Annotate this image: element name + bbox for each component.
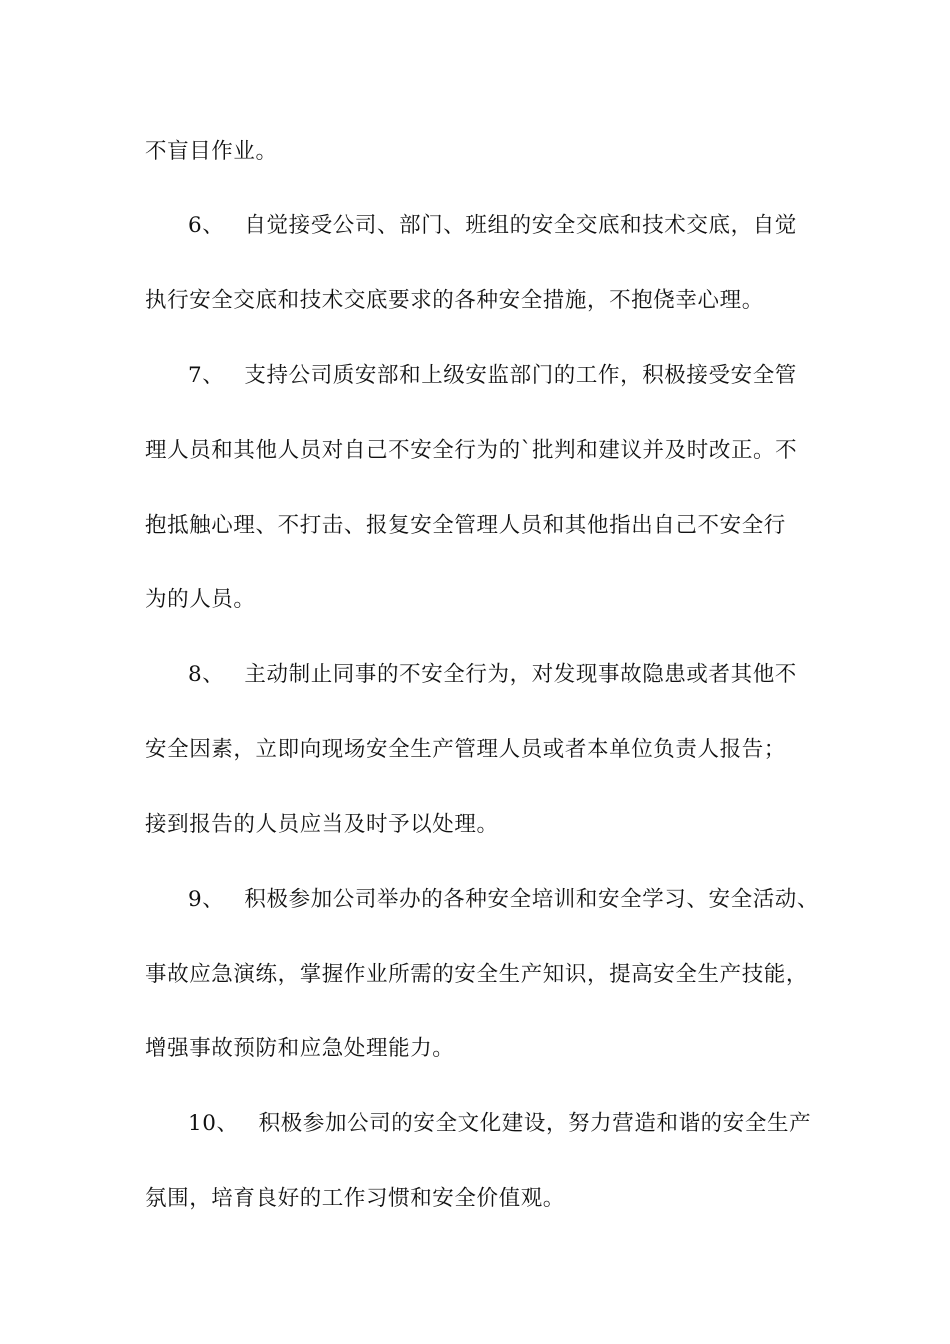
- list-item-9-line-1: [188, 885, 819, 915]
- text-line: 接到报告的人员应当及时予以处理。: [145, 812, 499, 837]
- list-item-7-line-3: [145, 511, 786, 541]
- text-line: 积极参加公司举办的各种安全培训和安全学习、安全活动、: [244, 887, 819, 912]
- list-item-8-line-3: [145, 810, 499, 840]
- text-line: 抱抵触心理、不打击、报复安全管理人员和其他指出自己不安全行: [145, 513, 786, 538]
- text-line: 执行安全交底和技术交底要求的各种安全措施，不抱侥幸心理。: [145, 288, 764, 313]
- text-line: 理人员和其他人员对自己不安全行为的`批判和建议并及时改正。不: [145, 438, 798, 463]
- list-item-6-line-2: [145, 286, 764, 316]
- text-line: 氛围，培育良好的工作习惯和安全价值观。: [145, 1186, 565, 1211]
- text-line: 事故应急演练，掌握作业所需的安全生产知识，提高安全生产技能，: [145, 962, 809, 987]
- text-line: 积极参加公司的安全文化建设，努力营造和谐的安全生产: [258, 1111, 812, 1136]
- item-number: 7、: [188, 363, 225, 388]
- list-item-10-line-1: [188, 1109, 811, 1139]
- text-line: 为的人员。: [145, 587, 256, 612]
- list-item-10-line-2: [145, 1184, 565, 1214]
- item-number: 10、: [188, 1111, 239, 1136]
- list-item-8-line-1: [188, 660, 797, 690]
- text-line: 不盲目作业。: [145, 139, 278, 164]
- text-line: 自觉接受公司、部门、班组的安全交底和技术交底，自觉: [244, 213, 797, 238]
- paragraph-continuation: [145, 137, 278, 167]
- text-line: 支持公司质安部和上级安监部门的工作，积极接受安全管: [244, 363, 797, 388]
- list-item-9-line-2: [145, 960, 808, 990]
- item-number: 8、: [188, 662, 225, 687]
- text-line: 安全因素，立即向现场安全生产管理人员或者本单位负责人报告；: [145, 737, 786, 762]
- list-item-7-line-4: [145, 585, 256, 615]
- text-line: 增强事故预防和应急处理能力。: [145, 1036, 455, 1061]
- list-item-8-line-2: [145, 735, 786, 765]
- list-item-7-line-2: [145, 436, 797, 466]
- item-number: 9、: [188, 887, 225, 912]
- item-number: 6、: [188, 213, 225, 238]
- list-item-6-line-1: [188, 211, 797, 241]
- text-line: 主动制止同事的不安全行为，对发现事故隐患或者其他不: [244, 662, 797, 687]
- list-item-7-line-1: [188, 361, 797, 391]
- list-item-9-line-3: [145, 1034, 454, 1064]
